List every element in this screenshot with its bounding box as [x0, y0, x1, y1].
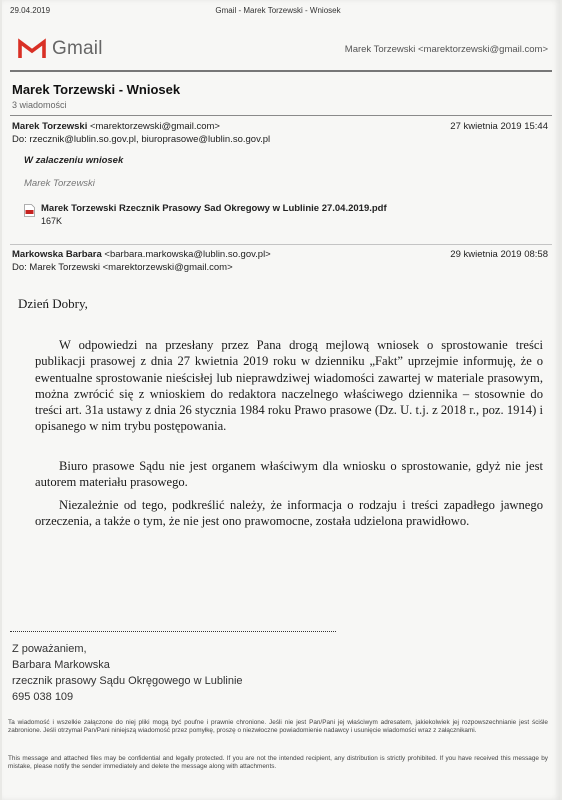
print-date: 29.04.2019 [10, 6, 51, 15]
gmail-logo [18, 38, 103, 60]
message2-sender-name: Markowska Barbara [12, 249, 102, 260]
thread-subject: Marek Torzewski - Wniosek [12, 82, 181, 97]
attachment-size: 167K [41, 216, 63, 226]
attachment[interactable] [24, 203, 387, 226]
letter-paragraph-3 [35, 497, 543, 530]
letter-paragraph-text: Biuro prasowe Sądu nie jest organem właściwym dla wniosku o sprostowanie, gdyż nie jest autorem materiału prasowego. [35, 459, 543, 490]
message2-sender-email: <barbara.markowska@lublin.so.gov.pl> [104, 249, 271, 260]
printed-page [2, 0, 560, 800]
account-label: Marek Torzewski <marektorzewski@gmail.com> [344, 44, 548, 55]
message1-recipients: Do: rzecznik@lublin.so.gov.pl, biuroprasowe@lublin.so.gov.pl [12, 134, 271, 145]
letter-paragraph-text: Niezależnie od tego, podkreślić należy, że informacja o rodzaju i treści zapadłego jawnego orzeczenia, a także o tym, że nie jest ono prawomocne, została udzielona prawidłowo. [35, 498, 543, 529]
closing-phone: 695 038 109 [12, 691, 74, 703]
letter-greeting: Dzień Dobry, [18, 296, 88, 311]
message1-date: 27 kwietnia 2019 15:44 [450, 121, 548, 132]
gmail-m-icon [18, 38, 46, 60]
pdf-icon [24, 204, 35, 217]
closing-block [12, 641, 243, 705]
message1-body: W zalaczeniu wniosek [24, 155, 124, 166]
gmail-wordmark: Gmail [52, 38, 103, 59]
message2-date: 29 kwietnia 2019 08:58 [450, 249, 548, 260]
closing-name: Barbara Markowska [12, 659, 110, 671]
message1-sender-email: <marektorzewski@gmail.com> [89, 121, 220, 132]
divider [10, 244, 552, 245]
message-count: 3 wiadomości [12, 100, 67, 110]
divider [10, 70, 552, 72]
message1-signature: Marek Torzewski [24, 178, 95, 189]
divider [10, 115, 552, 116]
disclaimer-polish: Ta wiadomość i wszelkie załączone do niej pliki mogą być poufne i prawnie chronione. Jeśli nie jest Pan/Pani jej właściwym adresatem, jakiekolwiek jej rozpowszechnianie jest ściśle zabronione. Jeśli otrzymał Pan/Pani niniejszą wiadomość przez pomyłkę, proszę o niezwłoczne powiadomienie nadawcy i usunięcie wiadomości wraz z załącznikami. [8, 719, 548, 734]
message2-recipients: Do: Marek Torzewski <marektorzewski@gmail.com> [12, 262, 233, 273]
letter-paragraph-text: W odpowiedzi na przesłany przez Pana drogą mejlową wniosek o sprostowanie treści publikacji prasowej z dnia 27 kwietnia 2019 roku w dzienniku „Fakt” uprzejmie informuję, że o ewentualne sprostowanie nieścisłej lub nieprawdziwej wiadomości zawartej w materiale prasowym, można zwrócić się z wnioskiem do redaktora naczelnego właściwego dziennika – stosownie do treści art. 31a ustawy z dnia 26 stycznia 1984 roku Prawo prasowe (Dz. U. t.j. z 2018 r., poz. 1914) i opisanego w nim trybu postępowania. [35, 338, 543, 434]
attachment-name[interactable]: Marek Torzewski Rzecznik Prasowy Sad Okregowy w Lublinie 27.04.2019.pdf [41, 203, 387, 214]
closing-line: Z poważaniem, [12, 643, 87, 655]
disclaimer-english: This message and attached files may be confidential and legally protected. If you are not the intended recipient, any distribution is strictly prohibited. If you have received this message by mistake, please notify the sender immediately and delete the message along with attachments. [8, 755, 548, 770]
message1-sender [12, 121, 220, 132]
letter-paragraph-2 [35, 458, 543, 491]
letter-paragraph-1 [35, 337, 543, 435]
signature-separator [10, 631, 336, 632]
closing-role: rzecznik prasowy Sądu Okręgowego w Lublinie [12, 675, 243, 687]
message1-sender-name: Marek Torzewski [12, 121, 88, 132]
print-title: Gmail - Marek Torzewski - Wniosek [215, 6, 341, 15]
message2-sender [12, 249, 271, 260]
